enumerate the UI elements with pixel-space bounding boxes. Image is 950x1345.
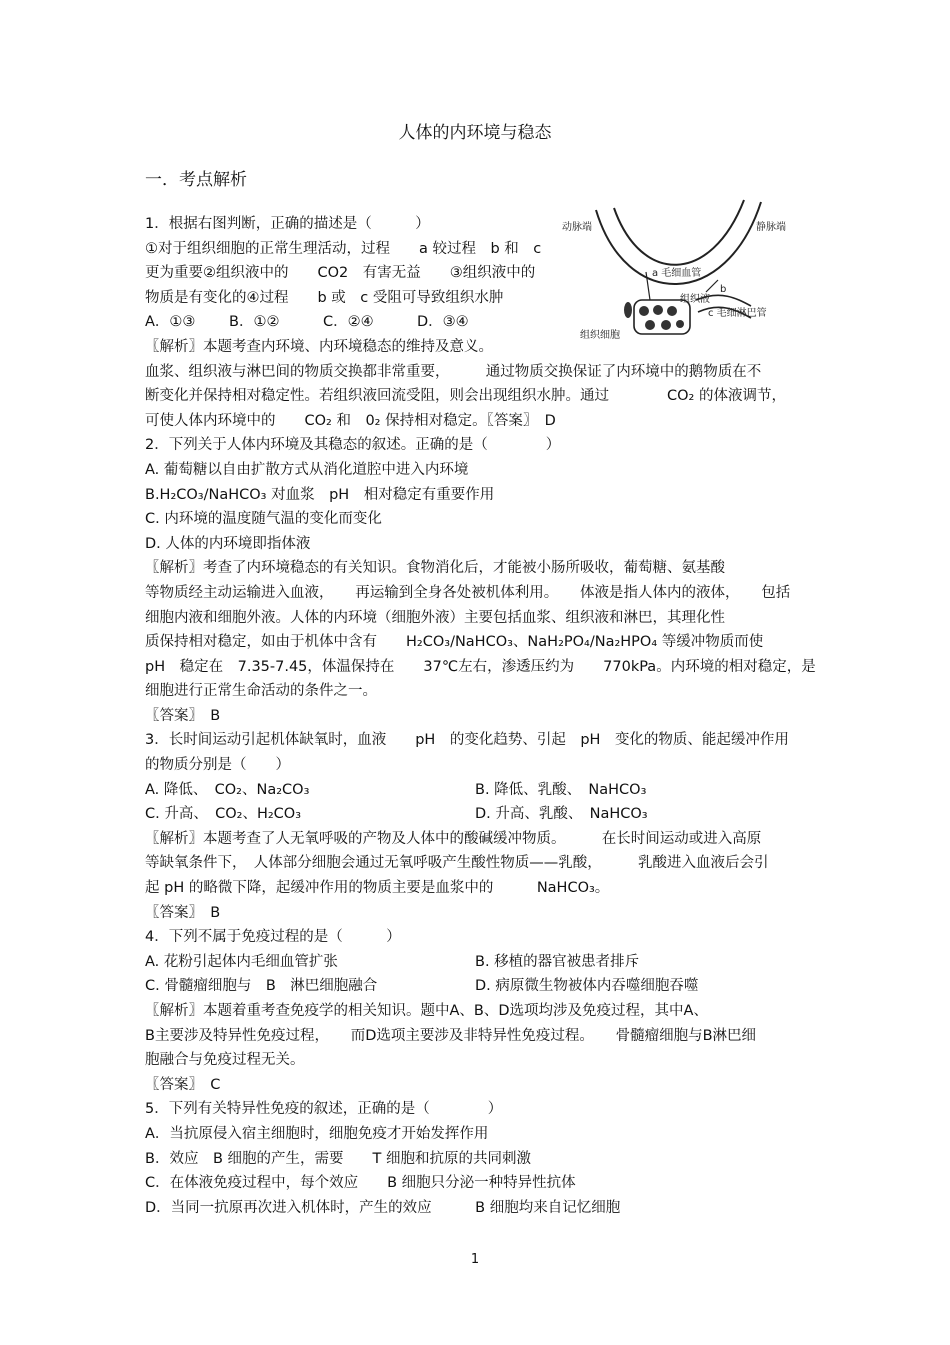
q2-analysis: 质保持相对稳定，如由于机体中含有 H₂CO₃/NaHCO₃、NaH₂PO₄/Na₂HPO₄ 等缓冲物质而使 — [145, 634, 764, 651]
q3-stem: 3．长时间运动引起机体缺氧时，血液 pH 的变化趋势、引起 pH 变化的物质、能起缓冲作用 — [145, 732, 789, 749]
q3-analysis: 起 pH 的略微下降，起缓冲作用的物质主要是血浆中的 NaHCO₃。 — [145, 880, 610, 897]
label-b: b — [720, 284, 727, 295]
q3-option-a: A. 降低、 CO₂、Na₂CO₃ — [145, 781, 310, 798]
section-heading: 一．考点解析 — [145, 170, 247, 190]
label-capillary: a 毛细血管 — [652, 268, 702, 279]
q4-options-cd — [145, 974, 810, 999]
q3-options-ab — [145, 778, 810, 803]
q4-option-d: D. 病原微生物被体内吞噬细胞吞噬 — [475, 978, 699, 995]
q1-stem-line: ①对于组织细胞的正常生理活动，过程 a 较过程 b 和 c — [145, 240, 542, 257]
q1-stem: 1．根据右图判断，正确的描述是（ ） — [145, 216, 430, 232]
q4-option-c: C. 骨髓瘤细胞与 B 淋巴细胞融合 — [145, 978, 378, 995]
q1-analysis: 可使人体内环境中的 CO₂ 和 0₂ 保持相对稳定。〖答案〗 D — [145, 412, 556, 429]
q1-option-d: D．③④ — [417, 314, 469, 331]
q2-answer: 〖答案〗 B — [145, 707, 221, 724]
q3-stem: 的物质分别是（ ） — [145, 757, 290, 774]
q2-option-d: D. 人体的内环境即指体液 — [145, 535, 311, 552]
q2-analysis: 〖解析〗考查了内环境稳态的有关知识。食物消化后，才能被小肠所吸收，葡萄糖、氨基酸 — [145, 560, 725, 577]
q1-stem-line: 更为重要②组织液中的 CO2 有害无益 ③组织液中的 — [145, 265, 536, 282]
label-lymph-capillary: c 毛细淋巴管 — [708, 308, 767, 319]
q3-answer: 〖答案〗 B — [145, 904, 221, 921]
q1-option-a: A．①③ — [145, 314, 196, 331]
q4-analysis: 胞融合与免疫过程无关。 — [145, 1052, 305, 1069]
q2-analysis: 细胞进行正常生命活动的条件之一。 — [145, 683, 377, 700]
q4-analysis: B主要涉及特异性免疫过程， 而D选项主要涉及非特异性免疫过程。 骨髓瘤细胞与B淋巴细 — [145, 1027, 757, 1044]
q2-analysis: pH 稳定在 7.35-7.45，体温保持在 37℃左右，渗透压约为 770kPa。内环境的相对稳定，是 — [145, 658, 816, 675]
label-tissue-cell: 组织细胞 — [580, 330, 620, 341]
q1-option-c: C．②④ — [323, 314, 374, 331]
q5-option-b: B．效应 B 细胞的产生，需要 T 细胞和抗原的共同刺激 — [145, 1150, 531, 1167]
q1-option-b: B．①② — [229, 314, 280, 331]
q3-analysis: 等缺氧条件下， 人体部分细胞会通过无氧呼吸产生酸性物质——乳酸， 乳酸进入血液后会引 — [145, 855, 769, 872]
q2-stem: 2．下列关于人体内环境及其稳态的叙述。正确的是（ ） — [145, 437, 561, 454]
q2-analysis: 细胞内液和细胞外液。人体的内环境（细胞外液）主要包括血浆、组织液和淋巴，其理化性 — [145, 609, 725, 626]
q2-analysis: 等物质经主动运输进入血液， 再运输到全身各处被机体利用。 体液是指人体内的液体， 包括 — [145, 584, 791, 601]
q2-option-b: B.H₂CO₃/NaHCO₃ 对血浆 pH 相对稳定有重要作用 — [145, 486, 495, 503]
q3-analysis: 〖解析〗本题考查了人无氧呼吸的产物及人体中的酸碱缓冲物质。 在长时间运动或进入高原 — [145, 830, 762, 847]
q4-option-a: A. 花粉引起体内毛细血管扩张 — [145, 953, 338, 970]
label-artery-end: 动脉端 — [562, 222, 592, 233]
q1-options — [145, 310, 555, 335]
q1-stem-line: 物质是有变化的④过程 b 或 c 受阻可导致组织水肿 — [145, 289, 504, 306]
q5-option-a: A．当抗原侵入宿主细胞时，细胞免疫才开始发挥作用 — [145, 1125, 489, 1142]
q1-analysis: 断变化并保持相对稳定性。若组织液回流受阻，则会出现组织水肿。通过 CO₂ 的体液调节， — [145, 388, 786, 405]
q5-stem: 5．下列有关特异性免疫的叙述，正确的是（ ） — [145, 1101, 503, 1118]
page-title: 人体的内环境与稳态 — [398, 123, 552, 143]
question-1 — [145, 212, 555, 335]
q5-option-d: D．当同一抗原再次进入机体时，产生的效应 B 细胞均来自记忆细胞 — [145, 1199, 621, 1216]
q4-options-ab — [145, 950, 810, 975]
q4-stem: 4．下列不属于免疫过程的是（ ） — [145, 929, 401, 946]
q3-option-d: D. 升高、乳酸、 NaHCO₃ — [475, 806, 648, 823]
label-tissue-fluid: 组织液 — [680, 294, 710, 305]
page-number: 1 — [470, 1252, 480, 1267]
questions-body — [145, 212, 816, 1220]
q4-answer: 〖答案〗 C — [145, 1076, 221, 1093]
q5-option-c: C．在体液免疫过程中，每个效应 B 细胞只分泌一种特异性抗体 — [145, 1175, 576, 1192]
q3-option-c: C. 升高、 CO₂、H₂CO₃ — [145, 806, 302, 823]
q1-analysis: 〖解析〗本题考查内环境、内环境稳态的维持及意义。 — [145, 338, 493, 355]
q1-analysis: 血浆、组织液与淋巴间的物质交换都非常重要， 通过物质交换保证了内环境中的鹅物质在不 — [145, 363, 762, 380]
q4-analysis: 〖解析〗本题着重考查免疫学的相关知识。题中A、B、D选项均涉及免疫过程，其中A、 — [145, 1003, 708, 1019]
q2-option-a: A. 葡萄糖以自由扩散方式从消化道腔中进入内环境 — [145, 461, 469, 478]
q2-option-c: C. 内环境的温度随气温的变化而变化 — [145, 511, 382, 528]
label-vein-end: 静脉端 — [756, 222, 786, 233]
q4-option-b: B. 移植的器官被患者排斥 — [475, 953, 640, 970]
q3-option-b: B. 降低、乳酸、 NaHCO₃ — [475, 781, 647, 798]
q3-options-cd — [145, 802, 810, 827]
